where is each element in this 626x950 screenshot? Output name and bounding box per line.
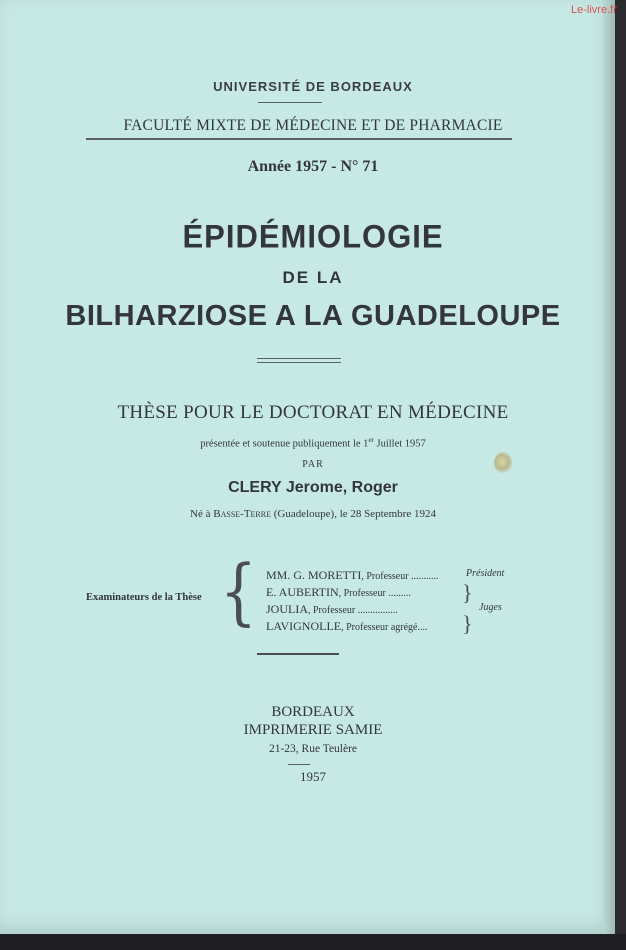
divider xyxy=(288,764,310,765)
publisher-city: BORDEAUX xyxy=(271,704,355,720)
author-name: CLERY Jerome, Roger xyxy=(228,479,398,496)
title-line-2: DE LA xyxy=(282,268,344,287)
presentation-date xyxy=(0,436,626,450)
examiner-row xyxy=(266,619,427,634)
right-brace: } xyxy=(462,580,473,605)
year-number: Année 1957 - N° 71 xyxy=(247,158,379,175)
examiner-role: , Professeur agrégé.... xyxy=(341,622,428,633)
examiner-name: MM. G. MORETTI xyxy=(266,568,362,582)
examiner-name: JOULIA xyxy=(266,602,308,616)
divider xyxy=(257,358,341,359)
examiner-row xyxy=(266,585,411,600)
examiner-name: E. AUBERTIN xyxy=(266,585,339,599)
birth-suffix: (Guadeloupe), le 28 Septembre 1924 xyxy=(271,508,436,520)
paper-stain xyxy=(494,452,512,474)
printer-name: IMPRIMERIE SAMIE xyxy=(243,722,383,738)
examiner-role: , Professeur ......... xyxy=(338,588,411,599)
examiner-row xyxy=(266,568,439,583)
examiner-name: LAVIGNOLLE xyxy=(266,619,342,633)
printer-address: 21-23, Rue Teulère xyxy=(268,743,358,755)
title-line-3: BILHARZIOSE A LA GUADELOUPE xyxy=(65,300,561,332)
examiner-role: , Professeur ................ xyxy=(308,605,398,616)
divider xyxy=(257,653,339,655)
juges-label: Juges xyxy=(479,602,502,613)
presentation-prefix: présentée et soutenue publiquement le 1 xyxy=(200,438,369,450)
divider xyxy=(257,362,341,363)
par-label: PAR xyxy=(302,459,324,470)
right-brace: } xyxy=(462,611,473,636)
divider xyxy=(258,102,322,103)
birth-info xyxy=(0,508,626,520)
examiner-row xyxy=(266,602,398,617)
watermark: Le-livre.fr xyxy=(571,4,617,16)
examiner-role: , Professeur ........... xyxy=(361,571,439,582)
presentation-sup: er xyxy=(368,436,374,444)
left-brace: { xyxy=(220,548,257,634)
presentation-suffix: Juillet 1957 xyxy=(373,438,426,450)
president-label: Président xyxy=(466,568,505,579)
title-line-1: ÉPIDÉMIOLOGIE xyxy=(182,218,444,255)
university-name: UNIVERSITÉ DE BORDEAUX xyxy=(213,79,413,94)
double-divider xyxy=(86,138,512,140)
publication-year: 1957 xyxy=(300,769,326,784)
faculty-name: FACULTÉ MIXTE DE MÉDECINE ET DE PHARMACIE xyxy=(123,117,503,134)
thesis-heading: THÈSE POUR LE DOCTORAT EN MÉDECINE xyxy=(117,402,509,423)
background-strip xyxy=(0,934,626,950)
examiners-label: Examinateurs de la Thèse xyxy=(86,592,202,603)
birth-prefix: Né à xyxy=(190,508,214,520)
birth-place: Basse-Terre xyxy=(213,508,271,520)
